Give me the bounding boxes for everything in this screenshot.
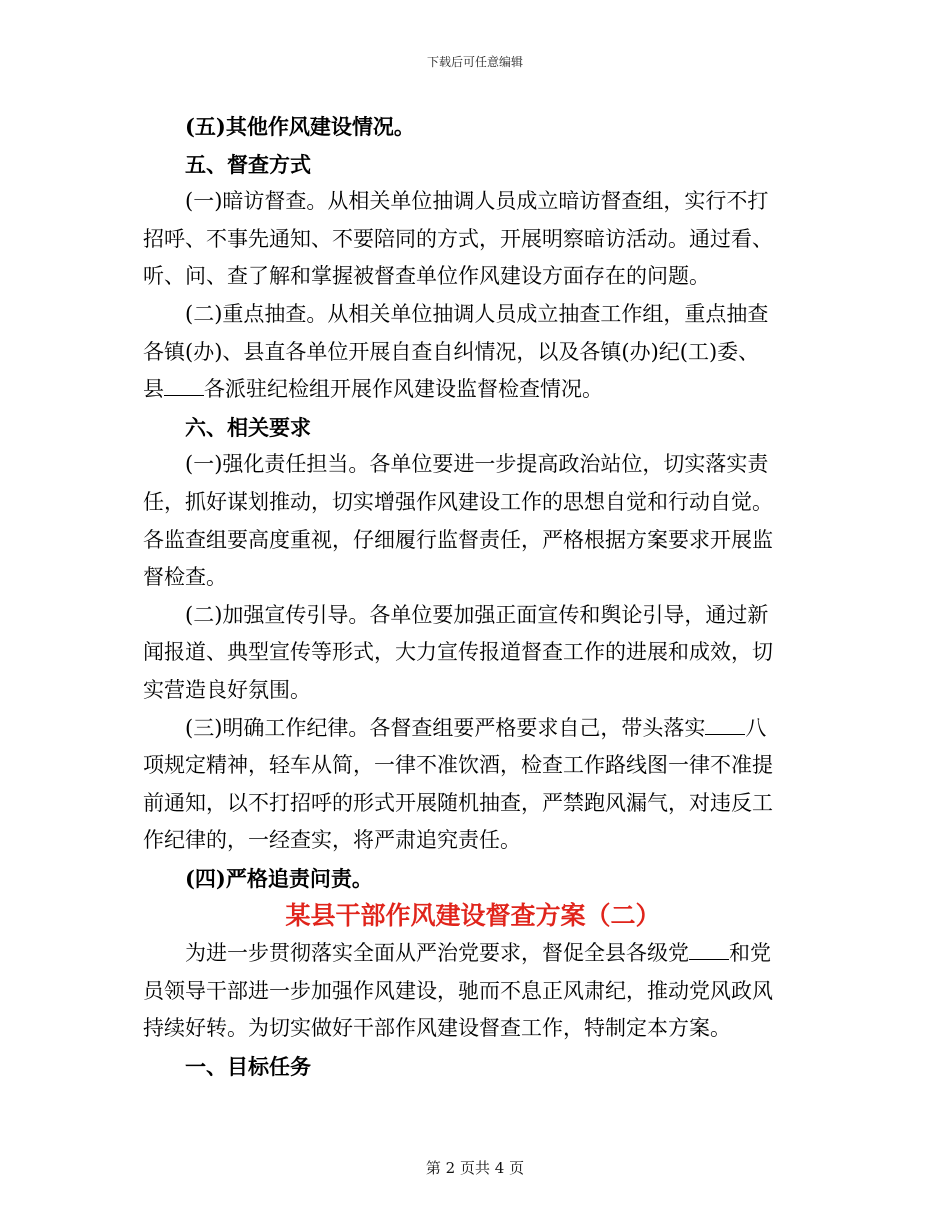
line-text: 和党	[729, 941, 771, 966]
section-heading: 六、相关要求	[185, 414, 311, 440]
line-text: 各派驻纪检组开展作风建设监督检查情况。	[204, 377, 603, 402]
page-footer: 第 2 页共 4 页	[425, 1159, 525, 1177]
paragraph-line: 员领导干部进一步加强作风建设，驰而不息正风肃纪，推动党风政风	[143, 978, 773, 1003]
line-text: 八	[745, 715, 767, 740]
blank-underline	[705, 716, 745, 735]
paragraph-line: (二)加强宣传引导。各单位要加强正面宣传和舆论引导，通过新	[185, 602, 769, 627]
paragraph-line	[143, 935, 803, 973]
paragraph-line: 实营造良好氛围。	[143, 677, 311, 702]
page-header: 下载后可任意编辑	[426, 55, 523, 69]
paragraph-line: 各监查组要高度重视，仔细履行监督责任，严格根据方案要求开展监	[143, 527, 773, 552]
paragraph-line: 闻报道、典型宣传等形式，大力宣传报道督查工作的进展和成效，切	[143, 640, 773, 665]
document-title: 某县干部作风建设督查方案（二）	[285, 901, 661, 931]
line-text: (三)明确工作纪律。各督查组要严格要求自己，带头落实	[185, 715, 706, 740]
paragraph-line: 前通知，以不打招呼的形式开展随机抽查，严禁跑风漏气，对违反工	[143, 790, 773, 815]
paragraph-line: 招呼、不事先通知、不要陪同的方式，开展明察暗访活动。通过看、	[143, 226, 773, 251]
paragraph-line: (二)重点抽查。从相关单位抽调人员成立抽查工作组，重点抽查	[185, 301, 769, 326]
paragraph-line: (一)强化责任担当。各单位要进一步提高政治站位，切实落实责	[185, 452, 769, 477]
paragraph-line: (一)暗访督查。从相关单位抽调人员成立暗访督查组，实行不打	[185, 189, 769, 214]
section-heading: (四)严格追责问责。	[185, 865, 373, 891]
paragraph-line	[143, 371, 803, 409]
section-heading: (五)其他作风建设情况。	[185, 114, 415, 139]
paragraph-line: 任，抓好谋划推动，切实增强作风建设工作的思想自觉和行动自觉。	[143, 489, 773, 514]
document-body	[143, 108, 803, 1085]
blank-underline	[689, 941, 729, 960]
section-heading: 五、督查方式	[185, 151, 311, 177]
section-heading: 一、目标任务	[185, 1053, 311, 1079]
line-text: 为进一步贯彻落实全面从严治党要求，督促全县各级党	[185, 941, 689, 966]
line-text: 县	[143, 377, 164, 402]
paragraph-line: 听、问、查了解和掌握被督查单位作风建设方面存在的问题。	[143, 264, 710, 289]
paragraph-line	[143, 710, 803, 748]
blank-underline	[164, 377, 204, 396]
paragraph-line: 各镇(办)、县直各单位开展自查自纠情况，以及各镇(办)纪(工)委、	[143, 339, 760, 364]
paragraph-line: 作纪律的，一经查实，将严肃追究责任。	[143, 828, 521, 853]
paragraph-line: 项规定精神，轻车从简，一律不准饮酒，检查工作路线图一律不准提	[143, 753, 773, 778]
paragraph-line: 持续好转。为切实做好干部作风建设督查工作，特制定本方案。	[143, 1016, 731, 1041]
paragraph-line: 督检查。	[143, 565, 227, 590]
